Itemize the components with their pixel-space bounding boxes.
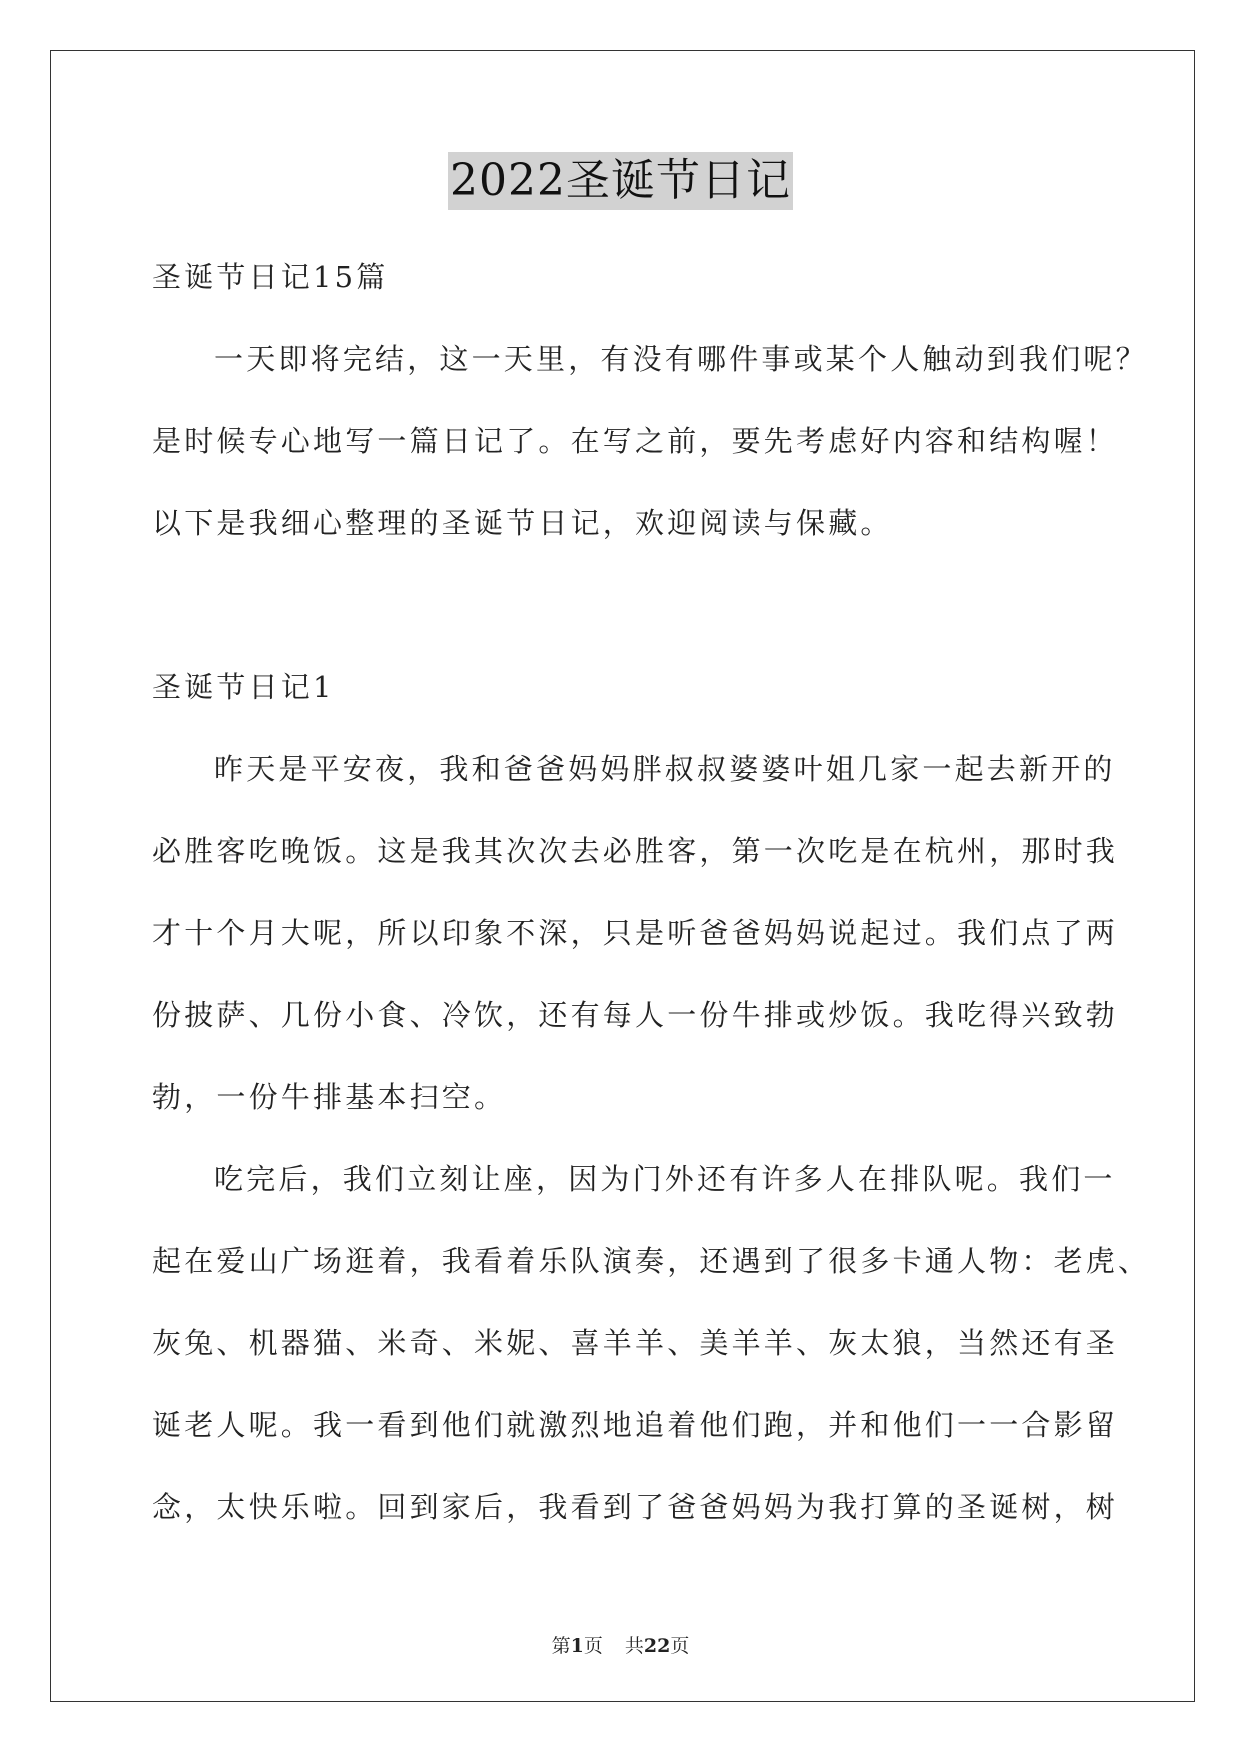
footer-total-suffix: 页 — [670, 1635, 690, 1657]
section-heading: 圣诞节日记1 — [152, 670, 335, 704]
paragraph-line: 念，太快乐啦。回到家后，我看到了爸爸妈妈为我打算的圣诞树，树 — [152, 1490, 1119, 1524]
paragraph-line: 份披萨、几份小食、冷饮，还有每人一份牛排或炒饭。我吃得兴致勃 — [152, 998, 1119, 1032]
paragraph-line: 诞老人呢。我一看到他们就激烈地追着他们跑，并和他们一一合影留 — [152, 1408, 1119, 1442]
blank-line — [152, 564, 1097, 646]
paragraph-line: 勃，一份牛排基本扫空。 — [152, 1080, 507, 1114]
paragraph-line: 必胜客吃晚饭。这是我其次次去必胜客，第一次吃是在杭州，那时我 — [152, 834, 1119, 868]
section-heading: 圣诞节日记15篇 — [152, 260, 389, 294]
paragraph-line: 起在爱山广场逛着，我看着乐队演奏，还遇到了很多卡通人物：老虎、 — [152, 1244, 1151, 1278]
paragraph-line: 吃完后，我们立刻让座，因为门外还有许多人在排队呢。我们一 — [214, 1162, 1116, 1196]
paragraph-line: 以下是我细心整理的圣诞节日记，欢迎阅读与保藏。 — [152, 506, 893, 540]
paragraph-line: 才十个月大呢，所以印象不深，只是听爸爸妈妈说起过。我们点了两 — [152, 916, 1119, 950]
total-pages: 22 — [643, 1635, 671, 1657]
page-number: 1 — [570, 1635, 584, 1657]
page-footer — [0, 1634, 1241, 1658]
paragraph-line: 灰兔、机器猫、米奇、米妮、喜羊羊、美羊羊、灰太狼，当然还有圣 — [152, 1326, 1119, 1360]
paragraph-line: 昨天是平安夜，我和爸爸妈妈胖叔叔婆婆叶姐几家一起去新开的 — [214, 752, 1116, 786]
paragraph-line: 一天即将完结，这一天里，有没有哪件事或某个人触动到我们呢？ — [214, 342, 1148, 376]
paragraph-line: 是时候专心地写一篇日记了。在写之前，要先考虑好内容和结构喔！ — [152, 424, 1119, 458]
footer-page-suffix: 页 — [583, 1635, 603, 1657]
document-title: 2022圣诞节日记 — [448, 152, 793, 210]
footer-prefix: 第 — [551, 1635, 571, 1657]
title-wrap — [0, 152, 1241, 210]
footer-total-prefix: 共 — [624, 1635, 644, 1657]
document-body — [152, 236, 1151, 1548]
